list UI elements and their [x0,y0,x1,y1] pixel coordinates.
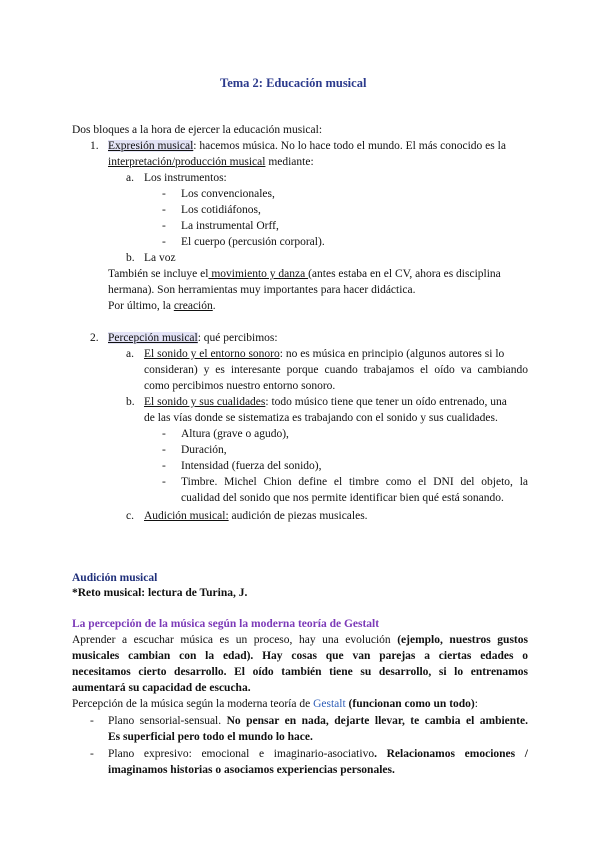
gestalt-b1-line2: Es superficial pero todo el mundo lo hace. [108,731,313,743]
s2-a-term: El sonido y el entorno sonoro [144,348,280,360]
s2-term: Percepción musical [108,332,198,344]
s1-last-pre: Por último, la [108,300,174,312]
gestalt-p1-line3: necesitamos cierto desarrollo. El oído también tiene su desarrollo, si lo entrenamos [72,666,528,678]
gestalt-bullet-dash: - [90,748,94,760]
quality-item: Intensidad (fuerza del sonido), [181,460,322,472]
quality-item: Altura (grave o agudo), [181,428,289,440]
instrument-dash: - [162,236,166,248]
s1-last-term: creación [173,300,213,312]
instrument-item: Los convencionales, [181,188,275,200]
instrument-item: El cuerpo (percusión corporal). [181,236,325,248]
gestalt-heading: La percepción de la música según la moderna teoría de Gestalt [72,618,380,630]
timbre-line1: Timbre. Michel Chion define el timbre como el DNI del objeto, la [181,476,528,488]
gestalt-p1-l1-plain: Aprender a escuchar música es un proceso, hay una evolución [72,634,391,646]
gestalt-b1-bold1: No pensar en nada, dejarte llevar, te cambia el ambiente. [226,715,528,727]
s2-c-text: audición de piezas musicales. [228,510,368,522]
gestalt-b2-line1 [108,746,528,762]
gestalt-p2-line [72,696,478,712]
gestalt-b1-plain: Plano sensorial-sensual. [108,715,227,727]
gestalt-p1-line1 [72,632,528,648]
gestalt-b2-bold1: . Relacionamos emociones / [374,748,528,760]
s1-a-text: Los instrumentos: [144,172,227,184]
gestalt-p2-post: : [474,698,478,710]
s1-also-post: (antes estaba en el CV, ahora es disciplina [308,268,501,280]
gestalt-p2-pre: Percepción de la música según la moderna teoría de [72,698,314,710]
s2-text: : qué percibimos: [197,332,278,344]
s1-a-label: a. [126,172,134,184]
audicion-heading: Audición musical [72,572,158,584]
s2-b-line2: de las vías donde se sistematiza es trabajando con el sonido y sus cualidades. [144,412,498,424]
gestalt-b2-line2: imaginamos historias o asociamos experiencias personales. [108,764,395,776]
s1-line2 [108,154,314,170]
s1-b-label: b. [126,252,135,264]
quality-dash: - [162,460,166,472]
page-title: Tema 2: Educación musical [220,76,367,90]
s2-b-l1: : todo músico tiene que tener un oído entrenado, una [265,396,507,408]
s2-line1 [108,330,278,346]
s2-a-line3: como percibimos nuestro entorno sonoro. [144,380,336,392]
instrument-dash: - [162,204,166,216]
instrument-item: La instrumental Orff, [181,220,279,232]
s1-b-text: La voz [144,252,176,264]
s1-line2-text: mediante: [265,156,314,168]
instrument-dash: - [162,188,166,200]
gestalt-p1-line2: musicales cambian con la edad). Hay cosas que van parejas a ciertas edades o [72,650,528,662]
s2-b-line1 [144,394,507,410]
gestalt-b2-plain: Plano expresivo: emocional e imaginario-asociativo [108,748,375,760]
s1-also-term: movimiento y danza [208,268,309,280]
instrument-item: Los cotidiáfonos, [181,204,261,216]
intro-line: Dos bloques a la hora de ejercer la educación musical: [72,124,323,136]
s2-a-line2: consideran) y es interesante porque cuando trabajamos el oído va cambiando [144,364,528,376]
gestalt-p1-line4: aumentará su capacidad de escucha. [72,682,251,694]
s1-text: : hacemos música. No lo hace todo el mundo. El más conocido es la [193,140,506,152]
s2-c-label: c. [126,510,134,522]
s2-a-label: a. [126,348,134,360]
gestalt-p2-bold: (funcionan como un todo) [345,698,475,710]
quality-dash: - [162,444,166,456]
quality-dash: - [162,476,166,488]
s2-a-l1: : no es música en principio (algunos autores si lo [279,348,505,360]
quality-dash: - [162,428,166,440]
s1-line1 [108,138,506,154]
reto-line: *Reto musical: lectura de Turina, J. [72,587,248,599]
s1-also-pre: También se incluye el [108,268,209,280]
s2-b-label: b. [126,396,135,408]
s1-last-post: . [212,300,216,312]
timbre-line2: cualidad del sonido que nos permite identificar bien qué está sonando. [181,492,504,504]
gestalt-bullet-dash: - [90,715,94,727]
s1-number: 1. [90,140,99,152]
s1-last-line [108,298,216,314]
s1-also-line1 [108,266,501,282]
gestalt-term: Gestalt [313,698,346,710]
s2-c-line [144,508,368,524]
s2-b-term: El sonido y sus cualidades [144,396,266,408]
s2-a-line1 [144,346,504,362]
s2-number: 2. [90,332,99,344]
quality-item: Duración, [181,444,227,456]
instrument-dash: - [162,220,166,232]
s1-line2-term: interpretación/producción musical [108,156,266,168]
s1-also-line2: hermana). Son herramientas muy importantes para hacer didáctica. [108,284,416,296]
gestalt-b1-line1 [108,713,528,729]
s2-c-term: Audición musical: [144,510,229,522]
s1-term: Expresión musical [108,140,194,152]
gestalt-p1-l1-bold: (ejemplo, nuestros gustos [390,634,528,646]
